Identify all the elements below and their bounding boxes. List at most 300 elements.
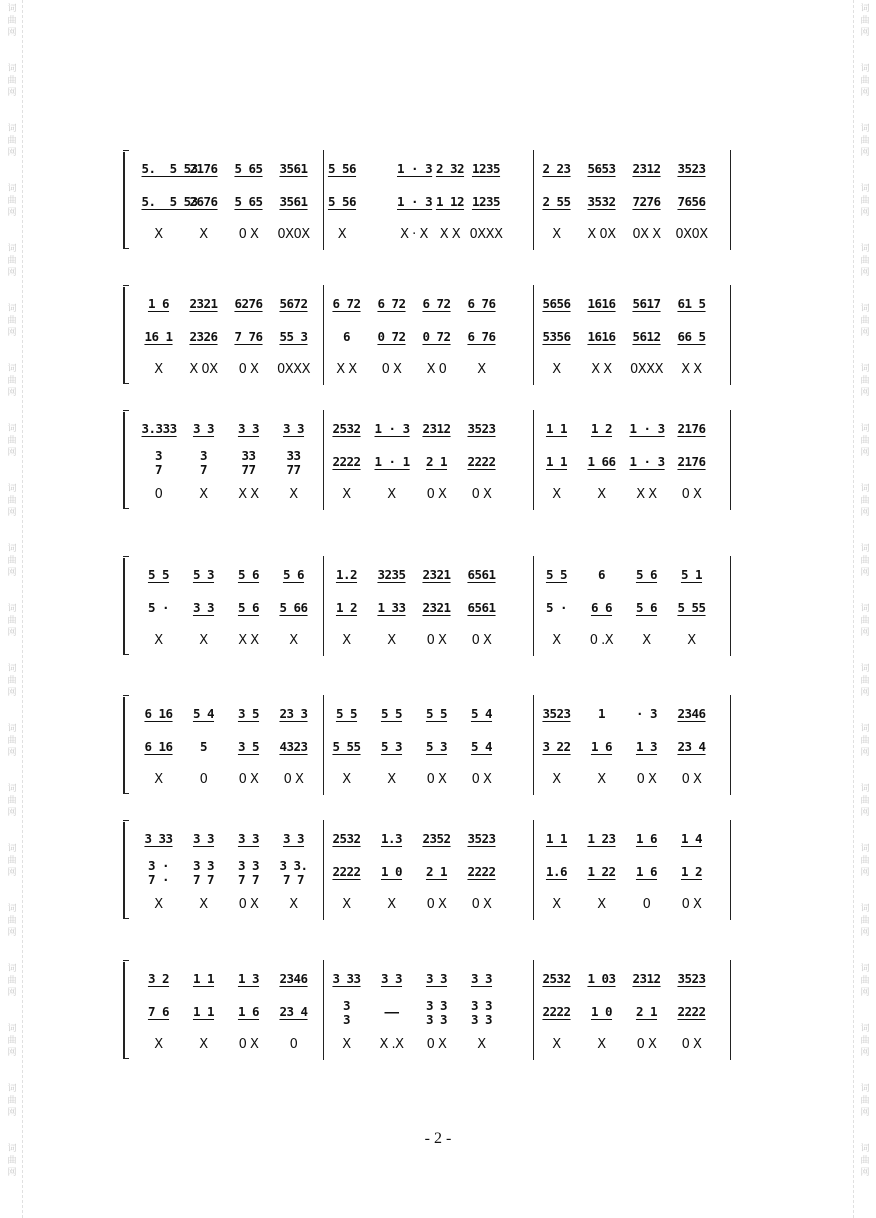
watermark-char: 词 — [7, 1144, 17, 1154]
measure — [534, 285, 714, 385]
percussion-note: 0 X — [471, 897, 492, 912]
accompaniment-note: 66 5 — [677, 329, 706, 344]
watermark-char: 曲 — [860, 556, 870, 566]
accompaniment-note: 5 55 — [677, 600, 706, 615]
watermark-char: 网 — [860, 1168, 870, 1178]
measure — [324, 150, 504, 250]
accompaniment-note: 7276 — [632, 194, 661, 209]
percussion-note: X — [337, 227, 347, 242]
percussion-note: X — [199, 487, 208, 502]
watermark-char: 网 — [860, 568, 870, 578]
melody-note: 2 32 — [435, 161, 465, 176]
melody-note: 5653 — [587, 161, 616, 176]
percussion-note: X 0X — [587, 227, 616, 242]
watermark-char: 词 — [860, 244, 870, 254]
watermark-char: 曲 — [7, 316, 17, 326]
measure — [324, 960, 504, 1060]
measure — [534, 150, 714, 250]
percussion-note: 0 — [289, 1037, 298, 1052]
watermark-char: 曲 — [860, 616, 870, 626]
melody-note: 3235 — [377, 567, 406, 582]
melody-note: 6 72 — [377, 296, 406, 311]
watermark-char: 曲 — [7, 436, 17, 446]
watermark-char: 网 — [860, 748, 870, 758]
watermark-char: 词 — [860, 4, 870, 14]
melody-note: 1 1 — [192, 971, 215, 986]
accompaniment-note: 1 0 — [590, 1004, 613, 1019]
accompaniment-note: 1 · 3 — [629, 454, 665, 469]
measure — [534, 960, 714, 1060]
percussion-note: 0 X — [426, 772, 447, 787]
melody-note: 5672 — [279, 296, 308, 311]
watermark-char: 词 — [860, 724, 870, 734]
percussion-note: X — [387, 897, 396, 912]
system-brace — [118, 410, 128, 510]
watermark-char: 词 — [7, 364, 17, 374]
percussion-note: 0 .X — [589, 633, 614, 648]
watermark-char: 网 — [860, 268, 870, 278]
percussion-note: X — [552, 633, 561, 648]
percussion-note: X — [552, 227, 561, 242]
accompaniment-note: 16 1 — [144, 329, 173, 344]
watermark-char: 词 — [7, 304, 17, 314]
barline — [730, 695, 731, 795]
melody-note: 5 6 — [237, 567, 260, 582]
score-system — [118, 695, 738, 795]
percussion-note: 0 X — [681, 487, 702, 502]
percussion-note: 0 X — [426, 897, 447, 912]
melody-note: 1 23 — [587, 831, 616, 846]
measure — [324, 285, 504, 385]
accompaniment-note: —— — [384, 1004, 399, 1019]
watermark-char: 网 — [860, 328, 870, 338]
melody-note: 5 65 — [234, 161, 263, 176]
percussion-note: X — [154, 772, 163, 787]
melody-note: 3 5 — [237, 706, 260, 721]
watermark-char: 词 — [860, 784, 870, 794]
watermark-char: 曲 — [860, 796, 870, 806]
watermark-char: 网 — [860, 28, 870, 38]
melody-note: 3 33 — [144, 831, 173, 846]
watermark-char: 网 — [860, 628, 870, 638]
accompaniment-note: 2 1 — [425, 454, 448, 469]
accompaniment-note: 2222 — [332, 454, 361, 469]
melody-note: 3523 — [542, 706, 571, 721]
melody-note: 3 2 — [147, 971, 170, 986]
percussion-note: 0 — [199, 772, 208, 787]
melody-note: 5. 5 53 — [141, 161, 198, 176]
watermark-char: 网 — [7, 808, 17, 818]
melody-note: 6276 — [234, 296, 263, 311]
percussion-note: 0 X — [471, 487, 492, 502]
accompaniment-note: 7656 — [677, 194, 706, 209]
watermark-char: 曲 — [860, 16, 870, 26]
melody-note: 2346 — [677, 706, 706, 721]
accompaniment-note: 1 33 — [377, 600, 406, 615]
watermark-char: 网 — [7, 208, 17, 218]
melody-note: 3 3 — [192, 421, 215, 436]
accompaniment-note: 1 6 — [590, 739, 613, 754]
melody-note: 6 72 — [422, 296, 451, 311]
melody-note: 2312 — [632, 161, 661, 176]
watermark-char: 曲 — [7, 676, 17, 686]
melody-note: 1 4 — [680, 831, 703, 846]
watermark-char: 网 — [7, 688, 17, 698]
watermark-char: 曲 — [7, 16, 17, 26]
percussion-note: 0X X — [632, 227, 661, 242]
melody-note: 6 16 — [144, 706, 173, 721]
accompaniment-note: 3 3 7 7 — [192, 858, 215, 887]
accompaniment-note: 1 6 — [237, 1004, 260, 1019]
accompaniment-note: 3 3 3 3 — [470, 998, 493, 1027]
percussion-note: X — [199, 1037, 208, 1052]
melody-note: 2352 — [422, 831, 451, 846]
watermark-char: 曲 — [7, 256, 17, 266]
percussion-note: X — [387, 772, 396, 787]
melody-note: 5617 — [632, 296, 661, 311]
watermark-char: 曲 — [860, 316, 870, 326]
watermark-char: 曲 — [860, 376, 870, 386]
system-brace — [118, 695, 128, 795]
percussion-note: 0 X — [471, 633, 492, 648]
watermark-char: 词 — [860, 424, 870, 434]
watermark-char: 曲 — [7, 136, 17, 146]
melody-note: 2321 — [189, 296, 218, 311]
watermark-char: 曲 — [7, 796, 17, 806]
watermark-char: 网 — [7, 868, 17, 878]
melody-note: 3561 — [279, 161, 308, 176]
accompaniment-note: 4323 — [279, 739, 308, 754]
melody-note: 5 4 — [192, 706, 215, 721]
watermark-char: 词 — [860, 544, 870, 554]
accompaniment-note: 33 77 — [241, 448, 256, 477]
percussion-note: 0XXX — [277, 362, 310, 377]
accompaniment-note: 2222 — [542, 1004, 571, 1019]
accompaniment-note: 5 6 — [635, 600, 658, 615]
percussion-note: X .X — [379, 1037, 404, 1052]
melody-note: 3523 — [677, 971, 706, 986]
measure — [534, 695, 714, 795]
measure — [136, 695, 316, 795]
watermark-char: 网 — [860, 868, 870, 878]
melody-note: 1 · 3 — [397, 161, 433, 176]
watermark-char: 曲 — [7, 1096, 17, 1106]
percussion-note: X — [154, 1037, 163, 1052]
percussion-note: X — [342, 1037, 351, 1052]
watermark-char: 网 — [7, 568, 17, 578]
percussion-note: 0 X — [636, 1037, 657, 1052]
percussion-note: 0 X — [426, 487, 447, 502]
percussion-note: X X — [591, 362, 612, 377]
system-brace — [118, 820, 128, 920]
accompaniment-note: 2222 — [332, 864, 361, 879]
watermark-char: 网 — [860, 808, 870, 818]
melody-note: 1616 — [587, 296, 616, 311]
watermark-char: 曲 — [860, 136, 870, 146]
melody-note: 5 5 — [380, 706, 403, 721]
percussion-note: X — [387, 633, 396, 648]
melody-note: 1 3 — [237, 971, 260, 986]
accompaniment-note: 2 1 — [635, 1004, 658, 1019]
percussion-note: X — [154, 362, 163, 377]
watermark-char: 网 — [860, 208, 870, 218]
percussion-note: 0 X — [681, 1037, 702, 1052]
watermark-char: 词 — [7, 1024, 17, 1034]
watermark-char: 词 — [7, 904, 17, 914]
watermark-char: 词 — [7, 664, 17, 674]
percussion-note: X — [154, 897, 163, 912]
watermark-char: 网 — [860, 448, 870, 458]
watermark-char: 词 — [860, 304, 870, 314]
measure — [534, 410, 714, 510]
watermark-char: 词 — [7, 64, 17, 74]
percussion-note: X — [597, 1037, 606, 1052]
melody-note: 5 4 — [470, 706, 493, 721]
melody-note: 1.3 — [380, 831, 403, 846]
system-brace — [118, 150, 128, 250]
accompaniment-note: 1 1 — [192, 1004, 215, 1019]
percussion-note: X — [342, 487, 351, 502]
barline — [730, 960, 731, 1060]
percussion-note: X — [342, 633, 351, 648]
watermark-char: 曲 — [860, 1096, 870, 1106]
percussion-note: X X — [238, 487, 259, 502]
percussion-note: X — [552, 897, 561, 912]
accompaniment-note: 23 4 — [677, 739, 706, 754]
melody-note: 1 6 — [635, 831, 658, 846]
melody-note: 6 — [597, 567, 606, 582]
melody-note: 1 2 — [590, 421, 613, 436]
percussion-note: X 0 — [426, 362, 447, 377]
percussion-note: X — [477, 362, 486, 377]
watermark-char: 网 — [7, 388, 17, 398]
system-brace — [118, 960, 128, 1060]
melody-note: 2532 — [542, 971, 571, 986]
accompaniment-note: 3 · 7 · — [147, 858, 170, 887]
measure — [136, 410, 316, 510]
accompaniment-note: 6 — [342, 329, 351, 344]
percussion-note: X — [597, 772, 606, 787]
accompaniment-note: 1 6 — [635, 864, 658, 879]
melody-note: 2321 — [422, 567, 451, 582]
watermark-char: 曲 — [860, 496, 870, 506]
watermark-char: 曲 — [7, 376, 17, 386]
percussion-note: X X — [238, 633, 259, 648]
percussion-note: 0 X — [636, 772, 657, 787]
watermark-char: 网 — [7, 928, 17, 938]
measure — [324, 410, 504, 510]
percussion-note: 0X0X — [675, 227, 708, 242]
accompaniment-note: 5 3 — [380, 739, 403, 754]
watermark-char: 曲 — [860, 976, 870, 986]
watermark-char: 词 — [7, 844, 17, 854]
melody-note: 5 3 — [192, 567, 215, 582]
barline — [730, 410, 731, 510]
percussion-note: X — [687, 633, 696, 648]
watermark-char: 词 — [860, 484, 870, 494]
melody-note: 2312 — [422, 421, 451, 436]
measure — [136, 960, 316, 1060]
watermark-char: 网 — [7, 988, 17, 998]
percussion-note: X — [289, 633, 298, 648]
melody-note: 5 5 — [147, 567, 170, 582]
score-system — [118, 410, 738, 510]
melody-note: 5 6 — [282, 567, 305, 582]
melody-note: 1.2 — [335, 567, 358, 582]
watermark-char: 网 — [860, 928, 870, 938]
melody-note: 2176 — [189, 161, 218, 176]
percussion-note: 0XXX — [469, 227, 503, 242]
melody-note: 1 1 — [545, 831, 568, 846]
watermark-char: 词 — [7, 964, 17, 974]
melody-note: 3 3 — [380, 971, 403, 986]
percussion-note: X — [154, 227, 163, 242]
score-system — [118, 960, 738, 1060]
score-system — [118, 285, 738, 385]
watermark-char: 网 — [860, 1108, 870, 1118]
watermark-char: 词 — [7, 184, 17, 194]
melody-note: 61 5 — [677, 296, 706, 311]
watermark-char: 词 — [860, 364, 870, 374]
measure — [136, 820, 316, 920]
accompaniment-note: 6 76 — [467, 329, 496, 344]
percussion-note: X — [154, 633, 163, 648]
accompaniment-note: 2676 — [189, 194, 218, 209]
watermark-char: 词 — [860, 964, 870, 974]
percussion-note: X — [199, 897, 208, 912]
percussion-note: 0 X — [238, 227, 259, 242]
accompaniment-note: 5 65 — [234, 194, 263, 209]
percussion-note: 0 X — [238, 897, 259, 912]
melody-note: 1 03 — [587, 971, 616, 986]
measure — [136, 150, 316, 250]
percussion-note: 0X0X — [277, 227, 310, 242]
accompaniment-note: 3 3 3 3 — [425, 998, 448, 1027]
percussion-note: X X — [636, 487, 657, 502]
watermark-char: 词 — [7, 544, 17, 554]
watermark-char: 词 — [860, 904, 870, 914]
percussion-note: X — [199, 633, 208, 648]
watermark-char: 曲 — [7, 916, 17, 926]
measure — [324, 820, 504, 920]
watermark-char: 词 — [7, 784, 17, 794]
percussion-note: 0 X — [471, 772, 492, 787]
accompaniment-note: 3 7 — [199, 448, 208, 477]
watermark-char: 词 — [860, 64, 870, 74]
percussion-note: X — [552, 362, 561, 377]
watermark-char: 曲 — [7, 556, 17, 566]
watermark-char: 词 — [7, 724, 17, 734]
percussion-note: X — [642, 633, 651, 648]
accompaniment-note: 3 3 7 7 — [237, 858, 260, 887]
melody-note: 6561 — [467, 567, 496, 582]
watermark-char: 网 — [860, 688, 870, 698]
watermark-char: 词 — [7, 244, 17, 254]
accompaniment-note: 1 2 — [335, 600, 358, 615]
measure — [534, 556, 714, 656]
watermark-char: 词 — [7, 124, 17, 134]
accompaniment-note: 5 4 — [470, 739, 493, 754]
percussion-note: 0 — [642, 897, 651, 912]
watermark-char: 曲 — [860, 736, 870, 746]
watermark-char: 词 — [860, 1144, 870, 1154]
watermark-char: 网 — [7, 748, 17, 758]
accompaniment-note: 0 72 — [377, 329, 406, 344]
accompaniment-note: 33 77 — [286, 448, 301, 477]
left-margin-line — [22, 0, 23, 1218]
watermark-char: 词 — [860, 1024, 870, 1034]
percussion-note: 0 — [154, 487, 163, 502]
percussion-note: X — [289, 897, 298, 912]
accompaniment-note: 5 · — [147, 600, 170, 615]
percussion-note: X — [342, 772, 351, 787]
accompaniment-note: 1616 — [587, 329, 616, 344]
melody-note: 5 5 — [425, 706, 448, 721]
accompaniment-note: 5612 — [632, 329, 661, 344]
accompaniment-note: 5356 — [542, 329, 571, 344]
measure — [324, 556, 504, 656]
melody-note: 5 1 — [680, 567, 703, 582]
accompaniment-note: 6 6 — [590, 600, 613, 615]
melody-note: 1 6 — [147, 296, 170, 311]
melody-note: 3 3 — [237, 831, 260, 846]
accompaniment-note: 3 3 — [192, 600, 215, 615]
melody-note: 3 3 — [192, 831, 215, 846]
percussion-note: X — [387, 487, 396, 502]
accompaniment-note: 3 3 — [342, 998, 351, 1027]
accompaniment-note: 3561 — [279, 194, 308, 209]
accompaniment-note: 55 3 — [279, 329, 308, 344]
melody-note: 3523 — [467, 421, 496, 436]
watermark-char: 网 — [7, 268, 17, 278]
accompaniment-note: 1235 — [471, 194, 501, 209]
watermark-char: 曲 — [7, 1036, 17, 1046]
barline — [730, 285, 731, 385]
accompaniment-note: 2222 — [467, 864, 496, 879]
melody-note: 1 — [597, 706, 606, 721]
percussion-note: 0 X — [426, 633, 447, 648]
watermark-char: 词 — [860, 844, 870, 854]
melody-note: 2346 — [279, 971, 308, 986]
percussion-note: 0 X — [238, 772, 259, 787]
melody-note: 1 · 3 — [374, 421, 410, 436]
watermark-char: 曲 — [7, 616, 17, 626]
watermark-char: 网 — [7, 628, 17, 638]
watermark-char: 网 — [7, 1168, 17, 1178]
accompaniment-note: 6 16 — [144, 739, 173, 754]
accompaniment-note: 5 56 — [327, 194, 357, 209]
watermark-char: 词 — [860, 664, 870, 674]
accompaniment-note: 3 3. 7 7 — [279, 858, 308, 887]
watermark-char: 词 — [7, 1084, 17, 1094]
measure — [136, 285, 316, 385]
percussion-note: X X — [336, 362, 357, 377]
watermark-char: 词 — [7, 4, 17, 14]
accompaniment-note: 2176 — [677, 454, 706, 469]
watermark-char: 网 — [860, 988, 870, 998]
melody-note: 2532 — [332, 421, 361, 436]
watermark-char: 曲 — [7, 736, 17, 746]
accompaniment-note: 2222 — [467, 454, 496, 469]
accompaniment-note: 5 — [199, 739, 208, 754]
accompaniment-note: 1 · 1 — [374, 454, 410, 469]
watermark-char: 曲 — [860, 256, 870, 266]
melody-note: 2532 — [332, 831, 361, 846]
watermark-char: 词 — [860, 1084, 870, 1094]
melody-note: 3 3 — [470, 971, 493, 986]
watermark-char: 网 — [7, 328, 17, 338]
percussion-note: X — [552, 1037, 561, 1052]
